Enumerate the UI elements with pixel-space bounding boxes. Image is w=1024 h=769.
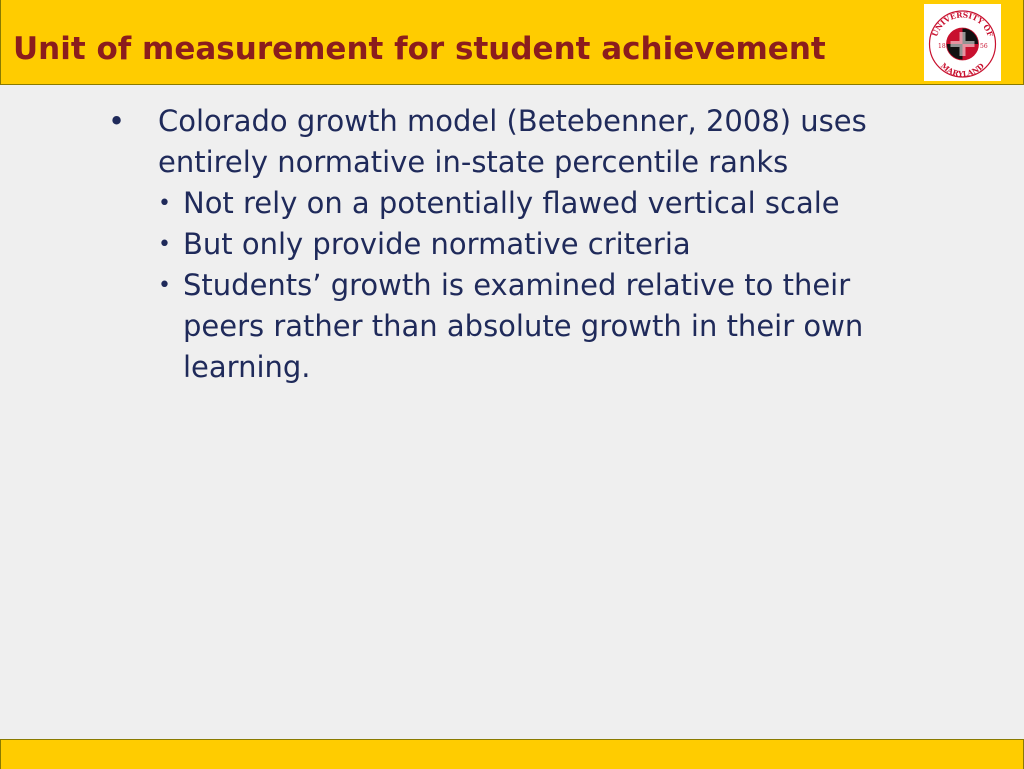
sub-bullet-text: But only provide normative criteria bbox=[183, 227, 691, 261]
sub-bullet-marker: • bbox=[158, 232, 171, 257]
sub-bullet-text: Not rely on a potentially flawed vertical scale bbox=[183, 186, 840, 220]
svg-text:MARYLAND: MARYLAND bbox=[939, 61, 986, 79]
bullet-marker: • bbox=[108, 104, 126, 138]
sub-list-item bbox=[108, 265, 928, 388]
sub-list-item bbox=[108, 224, 928, 265]
sub-bullet-marker: • bbox=[158, 191, 171, 216]
header-bar bbox=[0, 0, 1024, 85]
svg-text:56: 56 bbox=[980, 43, 988, 50]
bullet-text: Colorado growth model (Betebenner, 2008) uses entirely normative in-state percentile ranks bbox=[158, 104, 867, 179]
sub-list-item bbox=[108, 183, 928, 224]
slide-title: Unit of measurement for student achievement bbox=[13, 31, 826, 67]
university-of-maryland-seal-icon bbox=[924, 4, 1001, 81]
svg-text:UNIVERSITY OF: UNIVERSITY OF bbox=[930, 10, 995, 38]
svg-text:18: 18 bbox=[938, 43, 946, 50]
sub-bullet-marker: • bbox=[158, 273, 171, 298]
footer-bar bbox=[0, 739, 1024, 769]
list-item bbox=[108, 101, 928, 183]
slide-body bbox=[108, 101, 928, 388]
sub-bullet-text: Students’ growth is examined relative to their peers rather than absolute growth in their own learning. bbox=[183, 268, 864, 384]
